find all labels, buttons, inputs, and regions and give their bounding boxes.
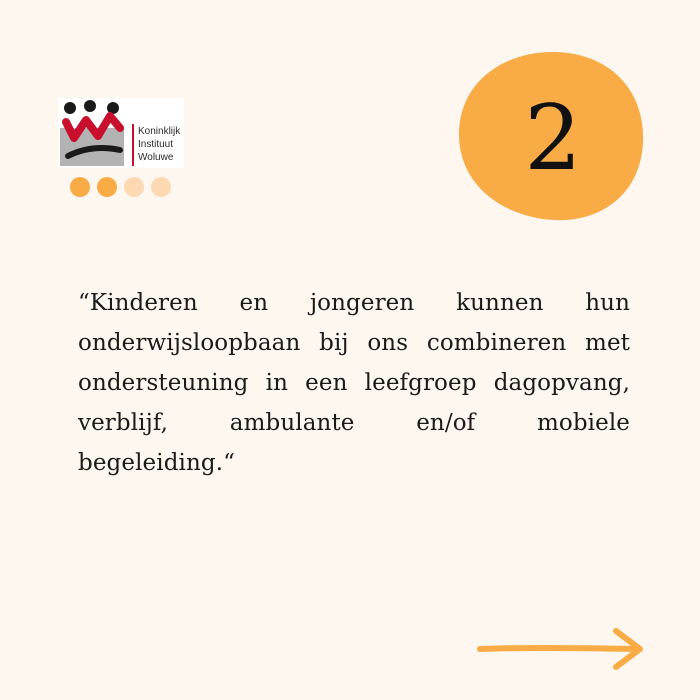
logo-line-3: Woluwe xyxy=(138,152,174,163)
logo-text xyxy=(138,125,180,164)
logo-line-1: Koninklijk xyxy=(138,126,181,137)
logo-line-2: Instituut xyxy=(138,139,174,150)
logo-divider xyxy=(132,124,134,166)
slide-number: 2 xyxy=(524,85,582,191)
progress-dot-4 xyxy=(151,177,171,197)
progress-dot-2 xyxy=(97,177,117,197)
arrow-right-icon[interactable] xyxy=(476,626,646,672)
slide-number-badge xyxy=(457,50,645,222)
logo xyxy=(58,98,184,168)
quote-text: “Kinderen en jongeren kunnen hun onderwijsloopbaan bij ons combineren met ondersteuning in een leefgroep dagopvang, verblijf, ambulante en/of mobiele begeleiding.“ xyxy=(78,290,630,476)
progress-dots xyxy=(70,177,171,197)
progress-dot-1 xyxy=(70,177,90,197)
progress-dot-3 xyxy=(124,177,144,197)
kiw-logo-icon xyxy=(58,98,128,168)
